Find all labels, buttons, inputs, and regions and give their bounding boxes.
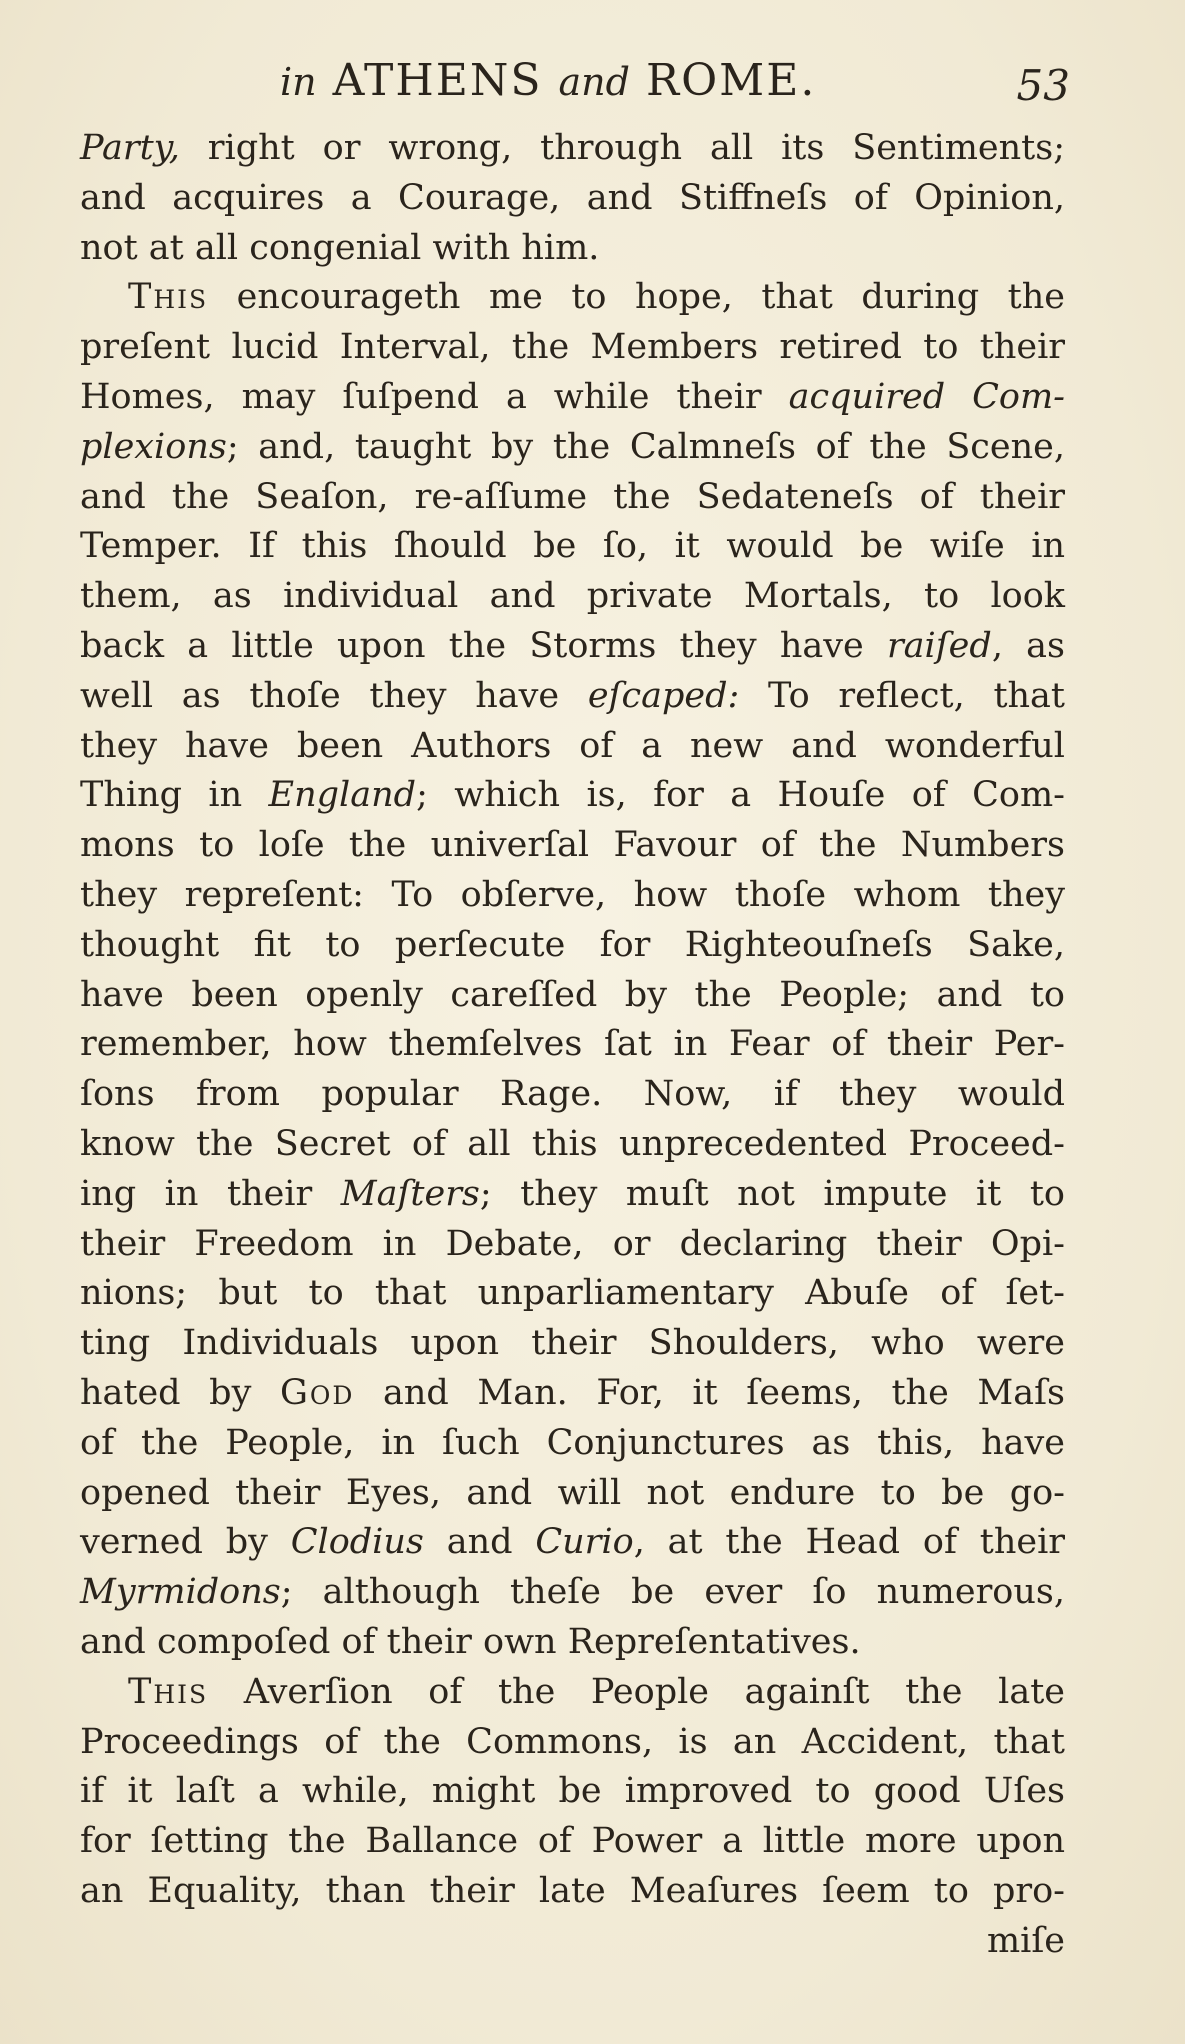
page-number: 53 [1016, 61, 1070, 110]
text-line [80, 1469, 1065, 1519]
text-line [80, 1718, 1065, 1768]
text-line [80, 1767, 1065, 1817]
italic-text: Myrmidons [80, 1572, 281, 1613]
text-segment: if it laſt a while, might be improved to good Uſes [80, 1771, 1065, 1812]
text-segment: they have been Authors of a new and wonderful [80, 725, 1065, 766]
page-header [80, 55, 1070, 115]
text-line [80, 871, 1065, 921]
italic-text: plexions [80, 426, 227, 467]
text-segment: an Equality, than their late Meaſures ſeem to pro- [80, 1870, 1065, 1911]
running-head-place-1: ATHENS [332, 55, 543, 106]
italic-text: England [268, 775, 417, 816]
text-segment: verned by [80, 1522, 291, 1563]
text-line [80, 1568, 1065, 1618]
italic-text: Clodius [290, 1522, 424, 1563]
italic-text: Party, [80, 128, 180, 168]
text-segment: have been openly careſſed by the People; and to [80, 974, 1065, 1015]
text-segment: hated by [80, 1372, 280, 1413]
text-segment: To reflect, that [739, 675, 1065, 716]
text-line [80, 473, 1065, 523]
small-caps-text: God [279, 1372, 355, 1413]
text-segment: miſe [986, 1920, 1065, 1961]
text-segment: back a little upon the Storms they have [80, 625, 887, 666]
italic-text: Maſters [340, 1173, 480, 1214]
text-line [80, 921, 1065, 971]
text-segment: encourageth me to hope, that during the [208, 277, 1065, 318]
running-head-prefix: in [280, 60, 317, 104]
text-segment: ſons from popular Rage. Now, if they would [80, 1074, 1065, 1115]
text-segment: ; they muſt not impute it to [479, 1173, 1065, 1214]
text-line [80, 273, 1065, 323]
text-segment: Temper. If this ſhould be ſo, it would be wiſe in [80, 526, 1065, 567]
text-line [80, 1269, 1065, 1319]
text-line [80, 1120, 1065, 1170]
text-segment: , as [991, 625, 1065, 666]
text-line [80, 1618, 1065, 1668]
text-segment: opened their Eyes, and will not endure to be go- [80, 1472, 1065, 1513]
catchword [80, 1917, 1065, 1967]
text-segment: and acquires a Courage, and Stiffneſs of Opinion, [80, 177, 1065, 218]
text-segment: them, as individual and private Mortals, to look [80, 576, 1065, 617]
text-line [80, 323, 1065, 373]
text-line [80, 771, 1065, 821]
text-segment: and Man. For, it ſeems, the Maſs [354, 1372, 1065, 1413]
text-line [80, 1070, 1065, 1120]
text-segment: and [423, 1522, 536, 1563]
text-segment: ; which is, for a Houſe of Com- [416, 775, 1066, 816]
text-segment: thought fit to perſecute for Righteouſneſs Sake, [80, 924, 1065, 965]
text-segment: ting Individuals upon their Shoulders, who were [80, 1323, 1065, 1364]
italic-text: acquired Com- [788, 376, 1066, 417]
italic-text: Curio [535, 1522, 634, 1563]
text-line [80, 722, 1065, 772]
text-segment: ; and, taught by the Calmneſs of the Scene, [226, 426, 1065, 467]
text-line [80, 971, 1065, 1021]
text-segment: nions; but to that unparliamentary Abuſe of ſet- [80, 1273, 1065, 1314]
text-line [80, 1817, 1065, 1867]
text-segment: , at the Head of their [633, 1522, 1065, 1563]
text-segment: Averſion of the People againſt the late [208, 1671, 1065, 1712]
text-line [80, 124, 1065, 174]
text-line [80, 1867, 1065, 1917]
text-line [80, 1518, 1065, 1568]
body-text [80, 124, 1065, 1966]
text-segment: Thing in [80, 775, 269, 816]
text-line [80, 622, 1065, 672]
text-segment: their Freedom in Debate, or declaring their Opi- [80, 1223, 1065, 1264]
text-line [80, 1419, 1065, 1469]
text-segment: ing in their [80, 1173, 341, 1214]
small-caps-text: This [128, 277, 209, 318]
text-segment: remember, how themſelves ſat in Fear of their Per- [80, 1024, 1065, 1065]
text-segment: preſent lucid Interval, the Members retired to their [80, 327, 1065, 368]
text-line [80, 224, 1065, 274]
running-head [280, 55, 816, 106]
text-segment: of the People, in ſuch Conjunctures as this, have [80, 1422, 1065, 1463]
running-head-place-2: ROME. [645, 55, 817, 106]
text-segment: well as thoſe they have [80, 675, 588, 716]
text-segment: and the Seaſon, re-aſſume the Sedateneſs of their [80, 476, 1065, 517]
text-line [80, 423, 1065, 473]
text-line [80, 373, 1065, 423]
text-segment: for ſetting the Ballance of Power a little more upon [80, 1821, 1065, 1862]
text-segment: they repreſent: To obſerve, how thoſe whom they [80, 874, 1065, 915]
text-segment: know the Secret of all this unprecedented Proceed- [80, 1123, 1065, 1164]
text-line [80, 1319, 1065, 1369]
text-line [80, 1369, 1065, 1419]
text-line [80, 1668, 1065, 1718]
italic-text: raiſed [886, 625, 992, 666]
text-segment: right or wrong, through all its Sentiments; [179, 128, 1065, 168]
text-segment: ; although theſe be ever ſo numerous, [280, 1572, 1065, 1613]
text-line [80, 672, 1065, 722]
text-segment: and compoſed of their own Repreſentatives. [80, 1621, 861, 1662]
text-segment: Proceedings of the Commons, is an Accident, that [80, 1721, 1065, 1762]
text-segment: mons to loſe the univerſal Favour of the Numbers [80, 825, 1065, 866]
text-line [80, 821, 1065, 871]
text-line [80, 174, 1065, 224]
italic-text: eſcaped: [587, 675, 740, 716]
text-segment: not at all congenial with him. [80, 227, 600, 268]
text-line [80, 1170, 1065, 1220]
text-line [80, 1020, 1065, 1070]
text-line [80, 1220, 1065, 1270]
text-line [80, 522, 1065, 572]
text-line [80, 572, 1065, 622]
running-head-conjunction: and [558, 60, 630, 104]
text-segment: Homes, may ſuſpend a while their [80, 376, 789, 417]
small-caps-text: This [128, 1671, 209, 1712]
